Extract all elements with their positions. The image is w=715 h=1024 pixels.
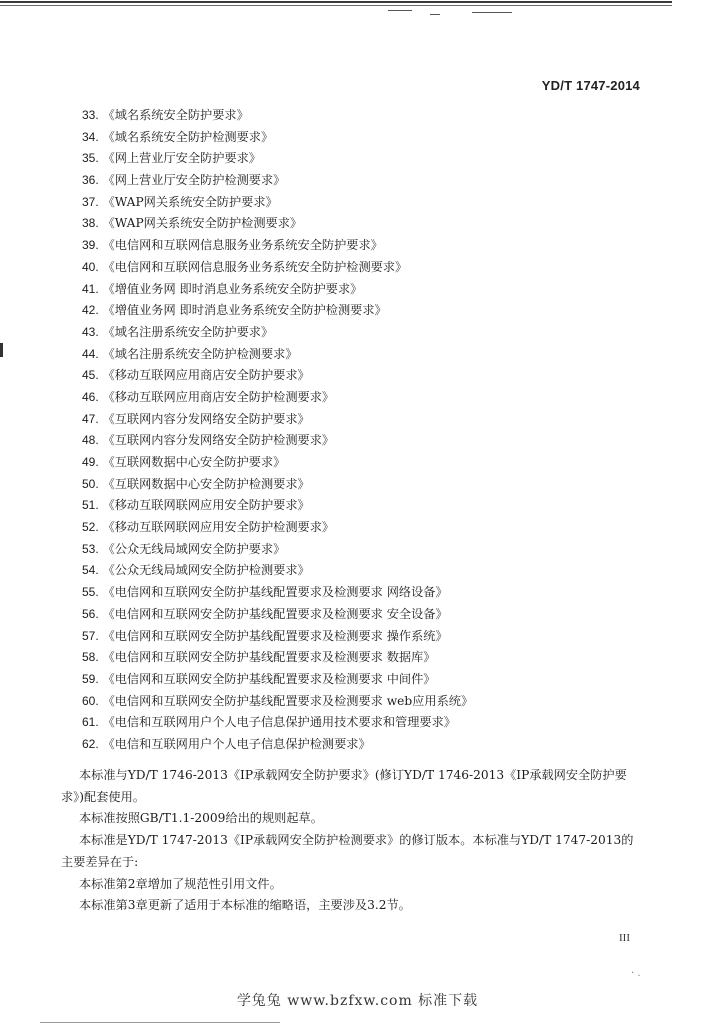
- list-item: [82, 539, 473, 561]
- scan-dots: · .: [631, 968, 641, 979]
- list-item-title: 《电信网和互联网安全防护基线配置要求及检测要求 安全设备》: [102, 606, 448, 621]
- list-item: [82, 257, 473, 279]
- list-item-number: 47.: [82, 411, 99, 426]
- body-paragraph: 本标准与YD/T 1746-2013《IP承载网安全防护要求》(修订YD/T 1746-2013《IP承载网安全防护要求》)配套使用。: [61, 768, 627, 804]
- list-item-title: 《电信网和互联网安全防护基线配置要求及检测要求 操作系统》: [102, 628, 448, 643]
- top-scan-rule-thin: [0, 5, 672, 6]
- scan-artifact: [472, 12, 512, 13]
- list-item-title: 《网上营业厅安全防护要求》: [102, 151, 261, 166]
- list-item: [82, 647, 473, 669]
- list-item-number: 37.: [82, 194, 99, 209]
- list-item: [82, 148, 473, 170]
- body-paragraph: 本标准是YD/T 1747-2013《IP承载网安全防护检测要求》的修订版本。本标准与YD/T 1747-2013的主要差异在于:: [61, 833, 634, 869]
- list-item-title: 《公众无线局域网安全防护检测要求》: [102, 563, 310, 578]
- list-item: [82, 430, 473, 452]
- list-item-title: 《域名系统安全防护要求》: [102, 108, 249, 122]
- binding-edge-mark: [0, 343, 3, 357]
- list-item-title: 《互联网内容分发网络安全防护要求》: [102, 411, 310, 426]
- list-item-title: 《电信网和互联网安全防护基线配置要求及检测要求 数据库》: [102, 650, 436, 665]
- list-item-title: 《电信和互联网用户个人电子信息保护检测要求》: [102, 736, 371, 751]
- list-item-number: 52.: [82, 520, 99, 535]
- list-item: [82, 213, 473, 235]
- standard-code-header: YD/T 1747-2014: [541, 78, 640, 93]
- list-item-number: 59.: [82, 671, 99, 686]
- list-item-title: 《移动互联网应用商店安全防护要求》: [102, 368, 310, 383]
- list-item-number: 51.: [82, 498, 99, 513]
- list-item: [82, 517, 473, 539]
- list-item-title: 《电信网和互联网安全防护基线配置要求及检测要求 中间件》: [102, 671, 436, 686]
- body-paragraph: 本标准第3章更新了适用于本标准的缩略语，主要涉及3.2节。: [79, 898, 411, 913]
- list-item: [82, 669, 473, 691]
- list-item-title: 《域名系统安全防护检测要求》: [102, 129, 274, 144]
- list-item: [82, 409, 473, 431]
- list-item: [82, 105, 473, 127]
- list-item-number: 41.: [82, 281, 99, 296]
- list-item-title: 《域名注册系统安全防护要求》: [102, 324, 274, 339]
- list-item: [82, 322, 473, 344]
- list-item-title: 《电信网和互联网信息服务业务系统安全防护检测要求》: [102, 259, 408, 274]
- download-watermark: 学兔兔 www.bzfxw.com 标准下载: [236, 993, 479, 1009]
- list-item-number: 38.: [82, 216, 99, 231]
- list-item: [82, 279, 473, 301]
- list-item-number: 39.: [82, 238, 99, 253]
- list-item-number: 36.: [82, 173, 99, 188]
- list-item-title: 《移动互联网联网应用安全防护要求》: [102, 498, 310, 513]
- list-item-title: 《增值业务网 即时消息业务系统安全防护检测要求》: [102, 303, 387, 318]
- list-item: [82, 582, 473, 604]
- list-item-number: 49.: [82, 455, 99, 469]
- list-item-number: 46.: [82, 389, 99, 404]
- body-paragraph: 本标准第2章增加了规范性引用文件。: [79, 876, 282, 891]
- list-item-number: 60.: [82, 693, 99, 708]
- list-item: [82, 127, 473, 149]
- list-item-number: 58.: [82, 650, 99, 665]
- list-item: [82, 604, 473, 626]
- list-item-number: 33.: [82, 108, 99, 122]
- list-item-number: 44.: [82, 346, 99, 361]
- list-item-number: 35.: [82, 151, 99, 166]
- body-paragraph: 本标准按照GB/T1.1-2009给出的规则起草。: [79, 811, 323, 826]
- list-item-number: 34.: [82, 129, 99, 144]
- list-item: [82, 300, 473, 322]
- list-item-number: 48.: [82, 433, 99, 448]
- list-item-number: 53.: [82, 541, 99, 556]
- list-item-title: 《增值业务网 即时消息业务系统安全防护要求》: [102, 281, 363, 296]
- list-item-number: 54.: [82, 563, 99, 578]
- list-item-title: 《互联网数据中心安全防护检测要求》: [102, 476, 310, 491]
- list-item: [82, 365, 473, 387]
- list-item: [82, 192, 473, 214]
- foreword-paragraphs: [61, 765, 636, 917]
- list-item-title: 《互联网数据中心安全防护要求》: [102, 455, 286, 469]
- list-item-number: 50.: [82, 476, 99, 491]
- list-item-number: 43.: [82, 324, 99, 339]
- list-item: [82, 474, 473, 496]
- list-item-title: 《电信网和互联网信息服务业务系统安全防护要求》: [102, 238, 383, 253]
- list-item: [82, 734, 473, 756]
- list-item-number: 61.: [82, 715, 99, 730]
- list-item-number: 62.: [82, 736, 99, 751]
- list-item-title: 《WAP网关系统安全防护要求》: [102, 194, 278, 209]
- list-item-number: 56.: [82, 606, 99, 621]
- list-item: [82, 235, 473, 257]
- scan-artifact: [430, 14, 440, 15]
- list-item-number: 40.: [82, 259, 99, 274]
- list-item-title: 《移动互联网联网应用安全防护检测要求》: [102, 520, 335, 535]
- bottom-scan-rule: [40, 1022, 280, 1023]
- list-item: [82, 626, 473, 648]
- list-item-title: 《公众无线局域网安全防护要求》: [102, 541, 286, 556]
- list-item-number: 57.: [82, 628, 99, 643]
- list-item: [82, 560, 473, 582]
- list-item-title: 《电信网和互联网安全防护基线配置要求及检测要求 网络设备》: [102, 585, 448, 600]
- top-scan-rule: [0, 1, 672, 3]
- list-item-title: 《互联网内容分发网络安全防护检测要求》: [102, 433, 335, 448]
- page-number: III: [619, 932, 630, 944]
- list-item: [82, 495, 473, 517]
- list-item-title: 《移动互联网应用商店安全防护检测要求》: [102, 389, 335, 404]
- list-item-number: 55.: [82, 585, 99, 600]
- list-item-title: 《电信网和互联网安全防护基线配置要求及检测要求 web应用系统》: [102, 693, 474, 708]
- list-item-number: 45.: [82, 368, 99, 383]
- list-item-number: 42.: [82, 303, 99, 318]
- list-item-title: 《电信和互联网用户个人电子信息保护通用技术要求和管理要求》: [102, 715, 456, 730]
- list-item: [82, 344, 473, 366]
- list-item-title: 《域名注册系统安全防护检测要求》: [102, 346, 298, 361]
- scan-artifact: [388, 10, 412, 11]
- list-item: [82, 691, 473, 713]
- list-item: [82, 387, 473, 409]
- list-item-title: 《WAP网关系统安全防护检测要求》: [102, 216, 303, 231]
- list-item: [82, 712, 473, 734]
- list-item-title: 《网上营业厅安全防护检测要求》: [102, 173, 286, 188]
- referenced-standards-list: [82, 105, 473, 756]
- list-item: [82, 170, 473, 192]
- list-item: [82, 452, 473, 474]
